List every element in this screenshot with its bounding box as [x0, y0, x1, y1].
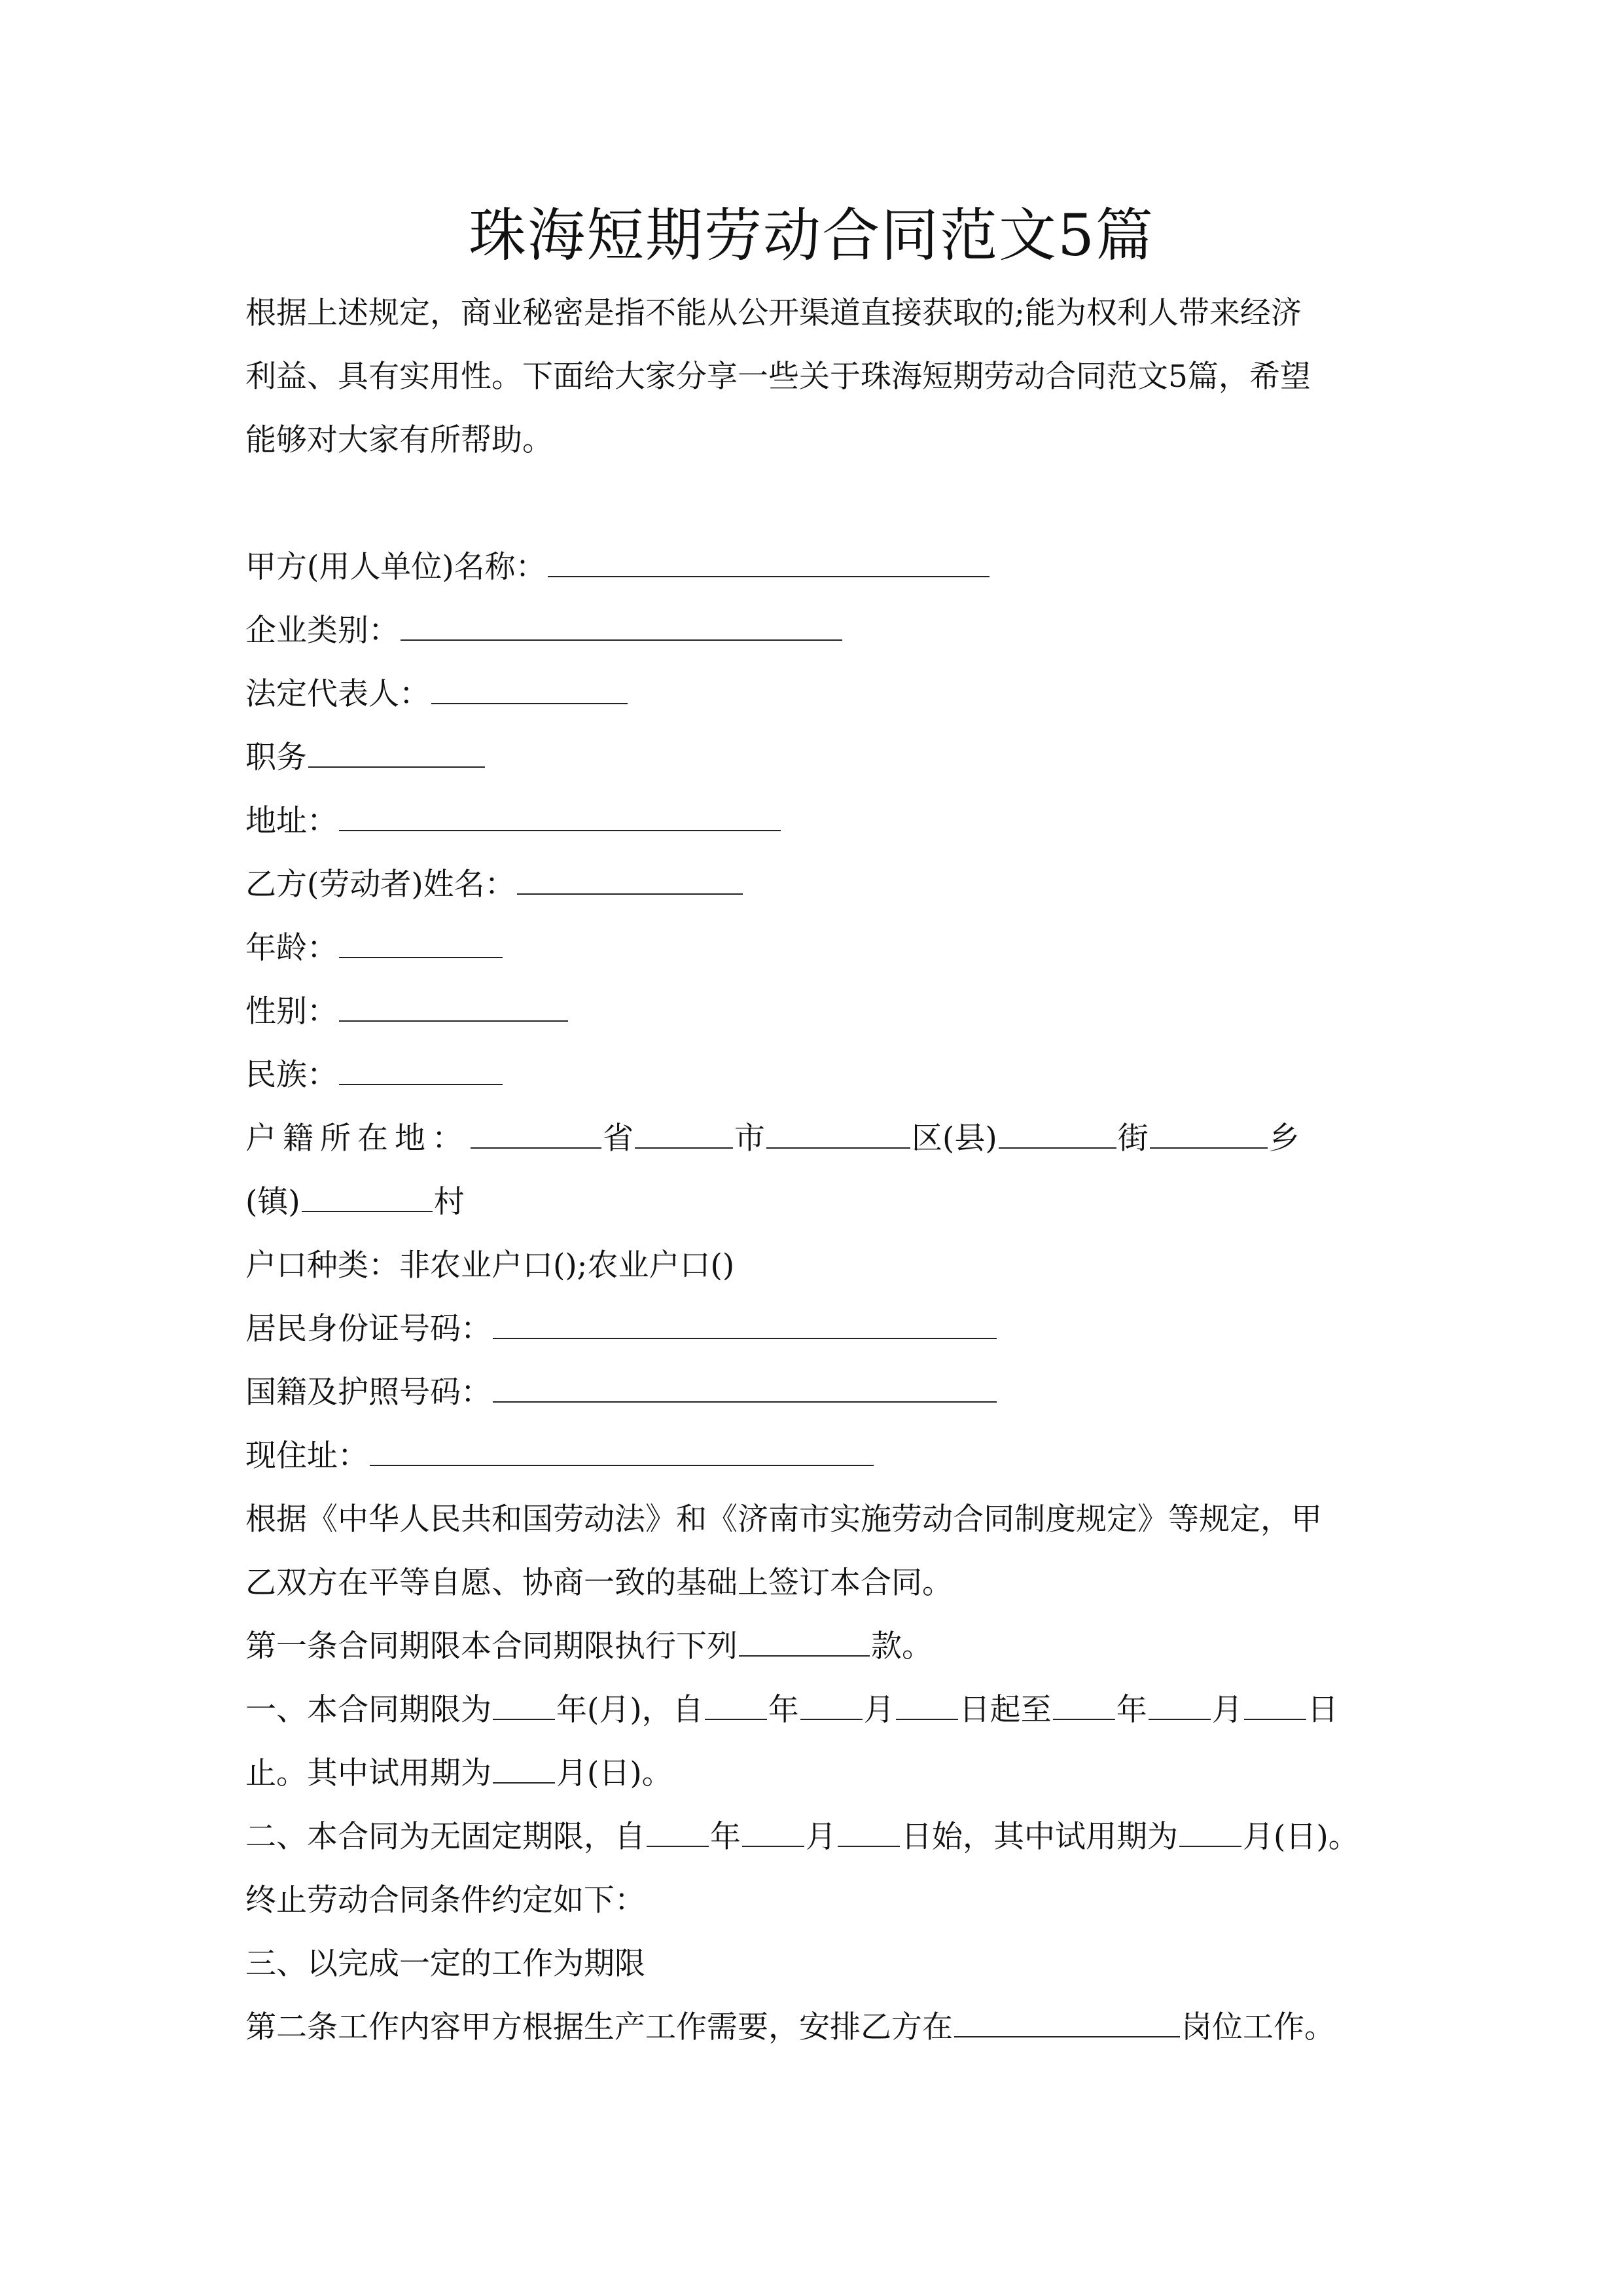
field-label: 居民身份证号码： — [245, 1311, 491, 1347]
field-label: 乙方(劳动者)姓名： — [245, 867, 516, 903]
blank-line[interactable] — [493, 1682, 555, 1720]
field-position — [245, 726, 1387, 789]
field-enterprise-type — [245, 599, 1387, 662]
town-label: (镇) — [245, 1184, 300, 1220]
blank-line[interactable] — [471, 1111, 601, 1149]
month-label: 月 — [806, 1819, 836, 1855]
blank-line[interactable] — [401, 603, 842, 641]
article-2 — [245, 1996, 1387, 2059]
field-employee-name — [245, 853, 1387, 916]
item-1-line-1 — [245, 1678, 1387, 1742]
blank-line[interactable] — [742, 1809, 804, 1847]
field-label: 户籍所在地： — [245, 1121, 469, 1157]
blank-line[interactable] — [766, 1111, 910, 1149]
document-body — [245, 281, 1387, 2059]
blank-line[interactable] — [493, 1746, 555, 1784]
item-1-text: 年(月)，自 — [556, 1692, 704, 1728]
field-label: 职务 — [245, 740, 307, 776]
blank-line[interactable] — [1179, 1809, 1241, 1847]
basis-line-1: 根据《中华人民共和国劳动法》和《济南市实施劳动合同制度规定》等规定，甲 — [245, 1501, 1322, 1537]
basis-line-2: 乙双方在平等自愿、协商一致的基础上签订本合同。 — [245, 1565, 953, 1601]
blank-line[interactable] — [339, 1047, 503, 1085]
blank-line[interactable] — [339, 984, 568, 1022]
field-current-address — [245, 1424, 1387, 1488]
field-label: 性别： — [245, 994, 338, 1030]
day-label: 日 — [1307, 1692, 1338, 1728]
blank-line[interactable] — [370, 1428, 874, 1466]
year-label: 年 — [710, 1819, 741, 1855]
field-label: 甲方(用人单位)名称： — [245, 549, 546, 585]
month-label: 月 — [863, 1692, 895, 1728]
field-id-number — [245, 1297, 1387, 1361]
blank-line[interactable] — [302, 1174, 433, 1212]
blank-line[interactable] — [635, 1111, 733, 1149]
blank-line[interactable] — [838, 1809, 900, 1847]
day-from-label: 日起至 — [959, 1692, 1052, 1728]
district-label: 区(县) — [912, 1121, 997, 1157]
field-household-location — [245, 1107, 1387, 1170]
blank-line[interactable] — [339, 920, 503, 958]
blank-line[interactable] — [647, 1809, 709, 1847]
blank-line[interactable] — [548, 539, 990, 577]
blank-line[interactable] — [308, 730, 485, 768]
blank-line[interactable] — [493, 1301, 997, 1339]
item-1-text: 月(日)。 — [556, 1755, 673, 1791]
blank-line[interactable] — [1150, 1111, 1268, 1149]
blank-line[interactable] — [739, 1619, 870, 1657]
township-label: 乡 — [1268, 1121, 1300, 1157]
street-label: 街 — [1117, 1121, 1149, 1157]
city-label: 市 — [734, 1121, 765, 1157]
blank-line[interactable] — [954, 2000, 1180, 2037]
item-1-text: 止。其中试用期为 — [245, 1755, 491, 1791]
field-label: 民族： — [245, 1057, 338, 1093]
blank-line[interactable] — [705, 1682, 767, 1720]
blank-line[interactable] — [1149, 1682, 1211, 1720]
article-1-text: 第一条合同期限本合同期限执行下列 — [245, 1628, 738, 1664]
intro-line-1: 根据上述规定，商业秘密是指不能从公开渠道直接获取的;能为权利人带来经济 — [245, 295, 1302, 331]
field-label: 国籍及护照号码： — [245, 1374, 491, 1410]
field-address — [245, 789, 1387, 853]
field-nationality-passport — [245, 1361, 1387, 1424]
blank-line[interactable] — [517, 857, 743, 895]
blank-line[interactable] — [999, 1111, 1116, 1149]
intro-line-2: 利益、具有实用性。下面给大家分享一些关于珠海短期劳动合同范文5篇，希望 — [245, 359, 1311, 395]
field-household-type: 户口种类：非农业户口();农业户口() — [245, 1247, 735, 1283]
paragraph-gap — [245, 472, 1387, 535]
field-label: 企业类别： — [245, 613, 399, 649]
village-label: 村 — [433, 1184, 465, 1220]
blank-line[interactable] — [800, 1682, 863, 1720]
item-2-text: 月(日)。 — [1243, 1819, 1359, 1855]
field-label: 地址： — [245, 803, 338, 839]
blank-line[interactable] — [1053, 1682, 1115, 1720]
field-household-location-cont — [245, 1170, 1387, 1234]
termination-heading: 终止劳动合同条件约定如下： — [245, 1882, 645, 1918]
item-1-line-2 — [245, 1742, 1387, 1805]
blank-line[interactable] — [493, 1365, 997, 1403]
item-2-text: 二、本合同为无固定期限，自 — [245, 1819, 645, 1855]
blank-line[interactable] — [431, 666, 628, 704]
document-title: 珠海短期劳动合同范文5篇 — [469, 202, 1154, 269]
blank-line[interactable] — [1244, 1682, 1306, 1720]
year-label: 年 — [1116, 1692, 1147, 1728]
blank-line[interactable] — [339, 793, 781, 831]
item-1-text: 一、本合同期限为 — [245, 1692, 491, 1728]
intro-line-3: 能够对大家有所帮助。 — [245, 422, 553, 458]
field-label: 年龄： — [245, 930, 338, 966]
article-2-text: 第二条工作内容甲方根据生产工作需要，安排乙方在 — [245, 2009, 953, 2045]
article-1 — [245, 1615, 1387, 1678]
province-label: 省 — [603, 1121, 633, 1157]
item-3: 三、以完成一定的工作为期限 — [245, 1946, 645, 1982]
field-ethnicity — [245, 1043, 1387, 1107]
item-2-text: 日始，其中试用期为 — [901, 1819, 1178, 1855]
article-1-suffix: 款。 — [871, 1628, 933, 1664]
field-gender — [245, 980, 1387, 1043]
article-2-suffix: 岗位工作。 — [1181, 2009, 1335, 2045]
field-employer-name — [245, 535, 1387, 599]
field-label: 现住址： — [245, 1438, 368, 1474]
blank-line[interactable] — [896, 1682, 958, 1720]
month-label: 月 — [1211, 1692, 1243, 1728]
field-age — [245, 916, 1387, 980]
year-label: 年 — [768, 1692, 799, 1728]
field-legal-rep — [245, 662, 1387, 726]
item-2 — [245, 1805, 1387, 1869]
field-label: 法定代表人： — [245, 676, 430, 712]
